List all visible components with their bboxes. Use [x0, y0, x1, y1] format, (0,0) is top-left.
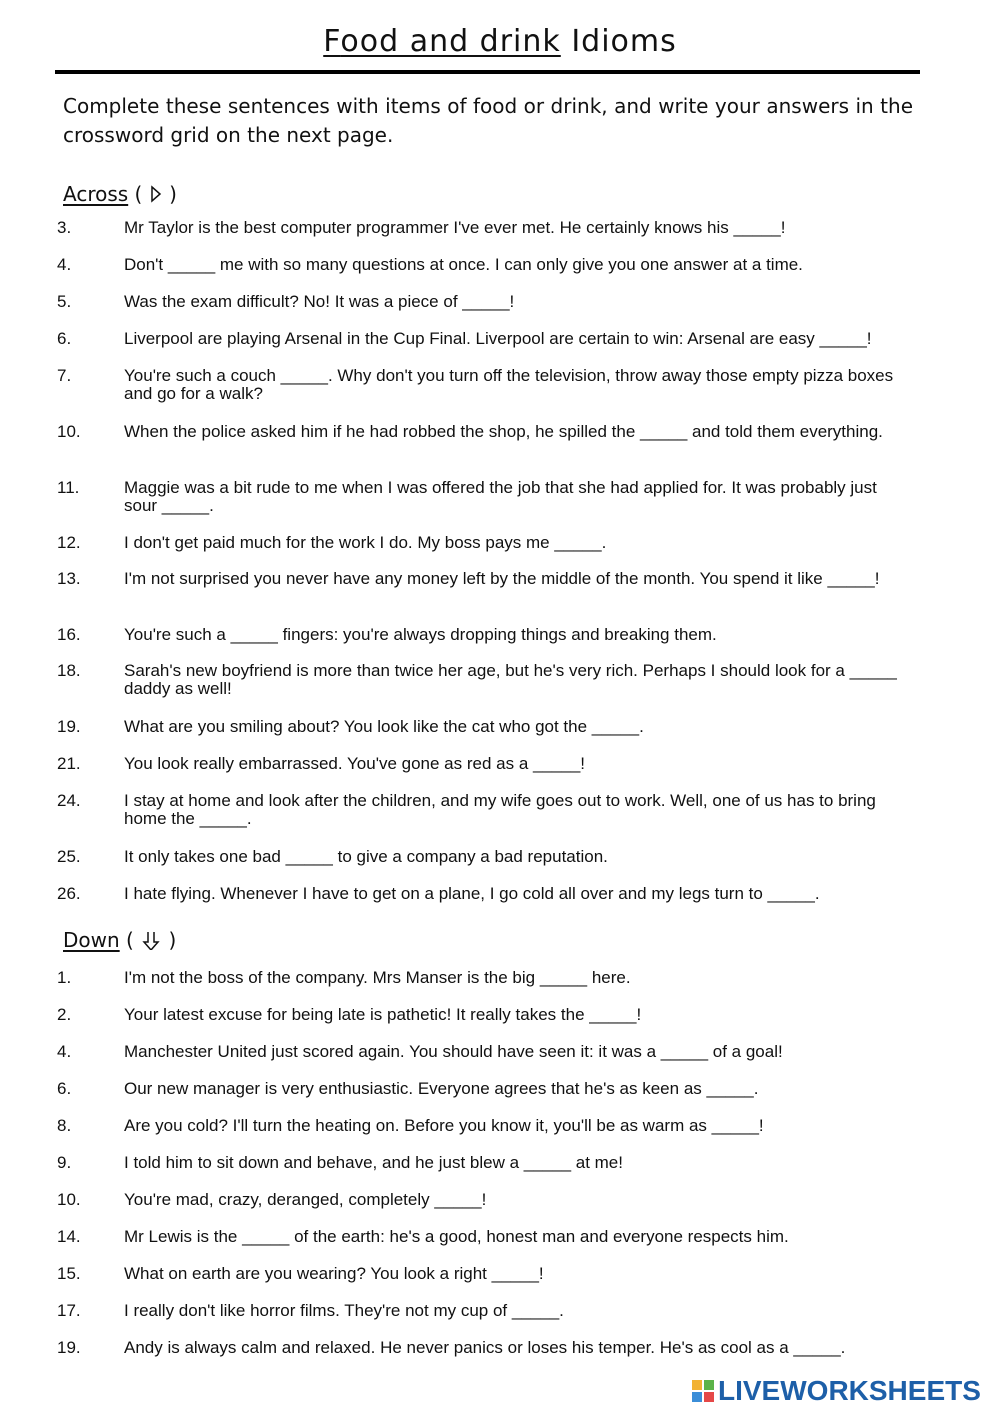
title-underlined-part: ood and drink: [340, 24, 561, 59]
clue-text: Liverpool are playing Arsenal in the Cup Final. Liverpool are certain to win: Arsenal are easy _____!: [124, 329, 872, 348]
clue-number: 15.: [57, 1264, 81, 1283]
clue-number: 6.: [57, 1079, 72, 1098]
clue-number: 19.: [57, 1338, 81, 1357]
clue-text: I hate flying. Whenever I have to get on a plane, I go cold all over and my legs turn to _____.: [124, 884, 820, 903]
clue-number: 14.: [57, 1227, 81, 1246]
clue-text: Don't _____ me with so many questions at once. I can only give you one answer at a time.: [124, 255, 803, 274]
clue-text: I'm not surprised you never have any money left by the middle of the month. You spend it like _____!: [124, 569, 880, 588]
clue-text: Sarah's new boyfriend is more than twice her age, but he's very rich. Perhaps I should look for a _____ daddy as well!: [124, 661, 897, 698]
clue-number: 4.: [57, 1042, 72, 1061]
clue-text: Are you cold? I'll turn the heating on. Before you know it, you'll be as warm as _____!: [124, 1116, 764, 1135]
arrow-down-icon: [140, 932, 162, 950]
clue-number: 13.: [57, 569, 81, 588]
logo-blocks: [692, 1380, 714, 1402]
down-paren-open: (: [119, 928, 134, 952]
clue-text: I really don't like horror films. They're not my cup of _____.: [124, 1301, 564, 1320]
clue-number: 12.: [57, 533, 81, 552]
clue-text: Andy is always calm and relaxed. He never panics or loses his temper. He's as cool as a _____.: [124, 1338, 846, 1357]
clue-number: 26.: [57, 884, 81, 903]
down-label: Down: [63, 928, 120, 952]
logo-block: [692, 1392, 702, 1402]
across-heading: [63, 181, 177, 207]
clue-number: 9.: [57, 1153, 72, 1172]
clue-number: 16.: [57, 625, 81, 644]
clue-text: Maggie was a bit rude to me when I was offered the job that she had applied for. It was probably just sour _____.: [124, 478, 877, 515]
logo-block: [692, 1380, 702, 1390]
clue-number: 17.: [57, 1301, 81, 1320]
clue-number: 7.: [57, 366, 72, 385]
clue-text: I stay at home and look after the children, and my wife goes out to work. Well, one of us has to bring home the _____.: [124, 791, 876, 828]
clue-text: It only takes one bad _____ to give a company a bad reputation.: [124, 847, 608, 866]
clue-text: You're mad, crazy, deranged, completely _____!: [124, 1190, 487, 1209]
brand-name: LIVEWORKSHEETS: [718, 1375, 981, 1406]
clue-number: 19.: [57, 717, 81, 736]
clue-number: 21.: [57, 754, 81, 773]
clue-number: 24.: [57, 791, 81, 810]
clue-text: When the police asked him if he had robbed the shop, he spilled the _____ and told them everything.: [124, 422, 883, 441]
clue-number: 2.: [57, 1005, 72, 1024]
clue-number: 8.: [57, 1116, 72, 1135]
logo-block: [704, 1380, 714, 1390]
clue-number: 25.: [57, 847, 81, 866]
clue-number: 5.: [57, 292, 72, 311]
clue-text: You look really embarrassed. You've gone as red as a _____!: [124, 754, 585, 773]
clue-text: What on earth are you wearing? You look a right _____!: [124, 1264, 544, 1283]
clue-text: Mr Lewis is the _____ of the earth: he's a good, honest man and everyone respects him.: [124, 1227, 789, 1246]
liveworksheets-logo: [692, 1374, 981, 1408]
clue-number: 11.: [57, 478, 80, 497]
clue-text: Your latest excuse for being late is pathetic! It really takes the _____!: [124, 1005, 642, 1024]
clue-text: Was the exam difficult? No! It was a piece of _____!: [124, 292, 515, 311]
down-heading: [63, 927, 176, 953]
across-paren-open: (: [128, 182, 143, 206]
clue-text: What are you smiling about? You look like the cat who got the _____.: [124, 717, 644, 736]
across-label: Across: [63, 182, 129, 206]
clue-number: 10.: [57, 422, 81, 441]
clue-text: Mr Taylor is the best computer programmer I've ever met. He certainly knows his _____!: [124, 218, 786, 237]
clue-number: 3.: [57, 218, 72, 237]
page-title: [0, 22, 1000, 62]
title-tail: Idioms: [560, 24, 677, 59]
clue-text: I'm not the boss of the company. Mrs Manser is the big _____ here.: [124, 968, 631, 987]
clue-text: I told him to sit down and behave, and he just blew a _____ at me!: [124, 1153, 623, 1172]
clue-number: 4.: [57, 255, 72, 274]
instructions: Complete these sentences with items of food or drink, and write your answers in the crossword grid on the next page.: [63, 94, 913, 147]
clue-number: 1.: [57, 968, 72, 987]
arrow-right-icon: [149, 184, 163, 204]
across-paren-close: ): [162, 182, 177, 206]
down-paren-close: ): [162, 928, 177, 952]
logo-block: [704, 1392, 714, 1402]
clue-number: 10.: [57, 1190, 81, 1209]
clue-number: 18.: [57, 661, 81, 680]
title-divider: [55, 70, 920, 74]
title-first-letter: F: [323, 24, 341, 59]
clue-number: 6.: [57, 329, 72, 348]
clue-text: I don't get paid much for the work I do. My boss pays me _____.: [124, 533, 607, 552]
clue-text: You're such a couch _____. Why don't you turn off the television, throw away those empty pizza boxes and go for a walk?: [124, 366, 894, 403]
clue-text: Manchester United just scored again. You should have seen it: it was a _____ of a goal!: [124, 1042, 783, 1061]
clue-text: You're such a _____ fingers: you're always dropping things and breaking them.: [124, 625, 717, 644]
clue-text: Our new manager is very enthusiastic. Everyone agrees that he's as keen as _____.: [124, 1079, 759, 1098]
